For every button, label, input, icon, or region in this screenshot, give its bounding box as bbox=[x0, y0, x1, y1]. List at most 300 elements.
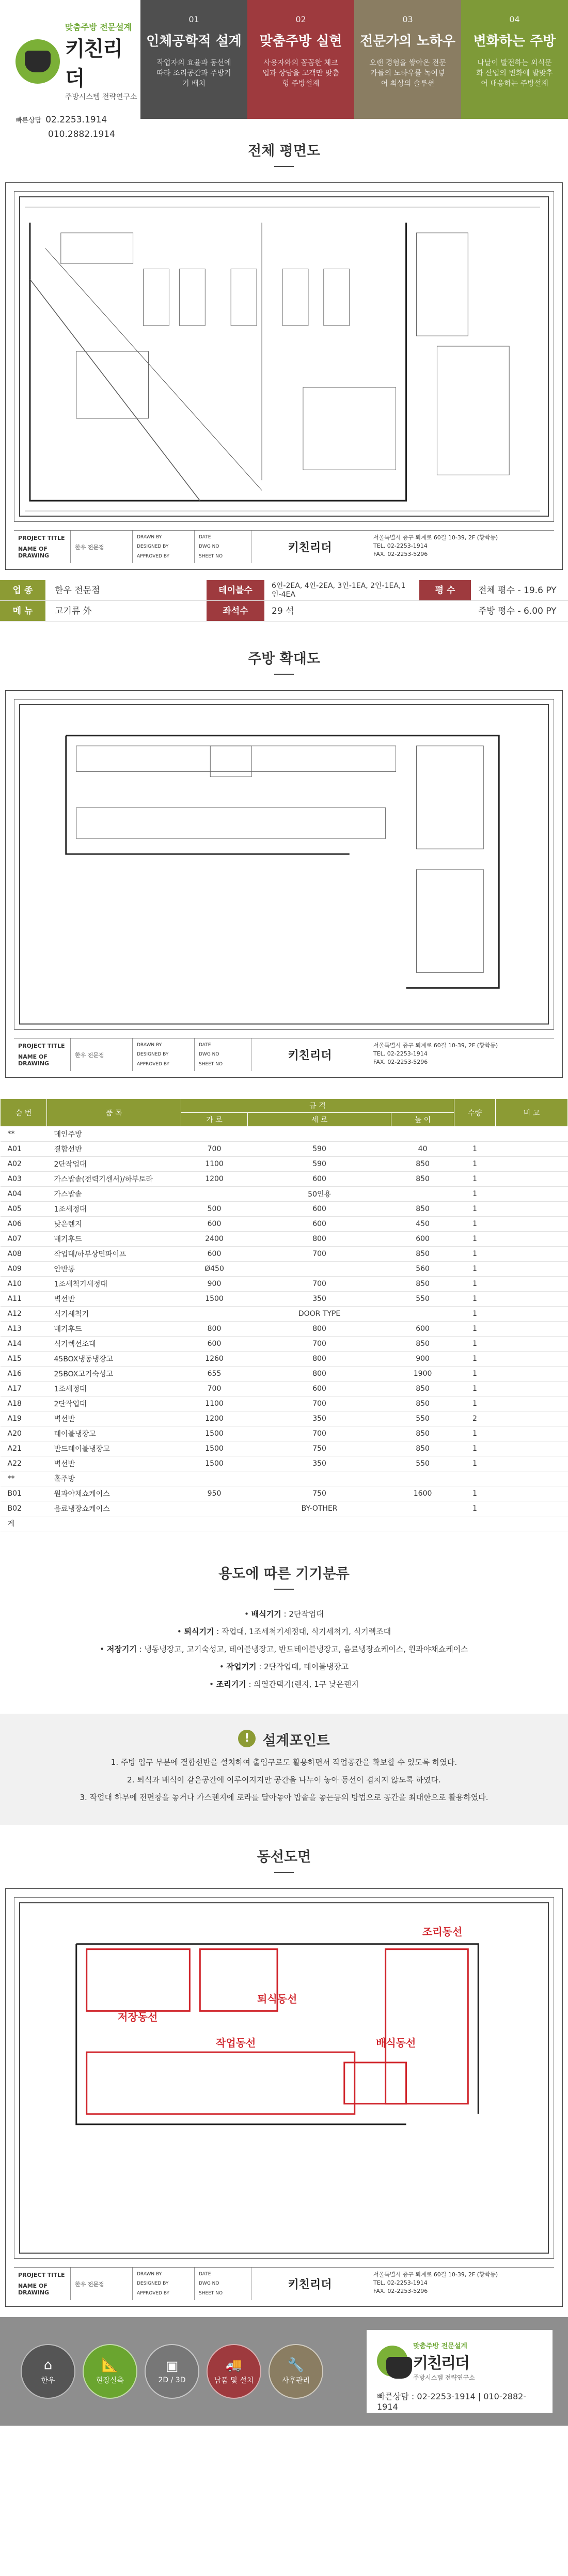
flow-label-storage: 저장동선 bbox=[118, 2011, 158, 2023]
table-cell: 550 bbox=[391, 1411, 454, 1426]
table-cell: 1 bbox=[454, 1187, 496, 1202]
table-cell: 850 bbox=[391, 1247, 454, 1262]
table-cell: 음료냉장쇼케이스 bbox=[47, 1501, 181, 1516]
table-row bbox=[1, 1426, 568, 1441]
table-cell: 1 bbox=[454, 1486, 496, 1501]
info-label-menu: 메 뉴 bbox=[0, 601, 45, 621]
step-4 bbox=[461, 0, 568, 119]
table-cell bbox=[391, 1501, 454, 1516]
table-cell: 700 bbox=[248, 1277, 391, 1292]
table-cell: A11 bbox=[1, 1292, 47, 1307]
table-cell: 1500 bbox=[181, 1292, 248, 1307]
table-row bbox=[1, 1157, 568, 1172]
tb-address bbox=[368, 1038, 554, 1071]
table-cell bbox=[454, 1127, 496, 1142]
table-cell: 600 bbox=[181, 1247, 248, 1262]
store-info bbox=[0, 580, 568, 622]
footer-button-label: 현장실측 bbox=[96, 2377, 124, 2385]
step-number: 02 bbox=[295, 14, 306, 24]
flow-label-retreat: 퇴식동선 bbox=[257, 1993, 297, 2005]
classification-item: • 저장기기 : 냉동냉장고, 고기숙성고, 테이블냉장고, 반드테이블냉장고, 음료냉장쇼케이스, 원과야채쇼케이스 bbox=[100, 1644, 468, 1654]
tb-sheet-no: SHEET NO bbox=[199, 2290, 223, 2296]
section-title-classification: 용도에 따른 기기분류 bbox=[0, 1531, 568, 1590]
logo[interactable] bbox=[15, 21, 140, 102]
table-cell bbox=[496, 1202, 568, 1217]
flow-label-work: 작업동선 bbox=[216, 2037, 256, 2049]
table-row bbox=[1, 1501, 568, 1516]
logo-sub: 주방시스템 전략연구소 bbox=[413, 2374, 475, 2381]
classification-label: 저장기기 bbox=[106, 1644, 137, 1654]
table-cell: 1 bbox=[454, 1277, 496, 1292]
step-title: 인체공학적 설계 bbox=[146, 34, 242, 49]
table-cell: 850 bbox=[391, 1202, 454, 1217]
section-title-kitchen: 주방 확대도 bbox=[0, 622, 568, 675]
tb-drawing-label: NAME OF DRAWING bbox=[18, 1053, 50, 1067]
tb-designed-by: DESIGNED BY bbox=[137, 1052, 169, 1058]
info-value-tables: 6인-2EA, 4인-2EA, 3인-1EA, 2인-1EA,1인-4EA bbox=[272, 582, 406, 599]
tb-addr: 서울특별시 중구 퇴계로 60길 10-39, 2F (황학동) bbox=[373, 534, 498, 541]
classification-item: • 조리기기 : 의열간택기(렌지, 1구 낮은렌지 bbox=[209, 1680, 359, 1689]
table-cell: 700 bbox=[248, 1426, 391, 1441]
table-row bbox=[1, 1471, 568, 1486]
flow-drawing bbox=[5, 1888, 563, 2307]
table-cell: 1100 bbox=[181, 1396, 248, 1411]
step-text: 오랜 경험을 쌓아온 전문가들의 노하우를 녹여넣어 최상의 솔루션 bbox=[369, 59, 446, 88]
table-cell: 600 bbox=[181, 1217, 248, 1232]
table-cell: 700 bbox=[181, 1382, 248, 1396]
table-row bbox=[1, 1441, 568, 1456]
table-cell: 1 bbox=[454, 1172, 496, 1187]
th-note: 비 고 bbox=[496, 1099, 568, 1127]
table-row bbox=[1, 1187, 568, 1202]
table-cell bbox=[496, 1277, 568, 1292]
table-cell: 1500 bbox=[181, 1441, 248, 1456]
th-height: 높 이 bbox=[391, 1113, 454, 1127]
table-cell bbox=[391, 1516, 454, 1531]
table-cell: 1 bbox=[454, 1157, 496, 1172]
footer-logo[interactable] bbox=[377, 2340, 542, 2382]
table-cell: 1500 bbox=[181, 1426, 248, 1441]
table-cell: 낮은렌지 bbox=[47, 1217, 181, 1232]
table-cell bbox=[496, 1396, 568, 1411]
table-cell: 2400 bbox=[181, 1232, 248, 1247]
table-cell: 1 bbox=[454, 1142, 496, 1157]
table-cell bbox=[496, 1516, 568, 1531]
tb-tel: TEL. 02-2253-1914 bbox=[373, 2279, 428, 2286]
design-point-3: 3. 작업대 하부에 전면창을 놓거나 가스렌지에 로라를 달아놓아 밥솥을 놓는등의 방법으로 공간을 최대한으로 활용하였다. bbox=[80, 1793, 488, 1802]
table-cell: 1 bbox=[454, 1247, 496, 1262]
brand bbox=[0, 0, 140, 139]
table-row bbox=[1, 1322, 568, 1337]
table-cell: A06 bbox=[1, 1217, 47, 1232]
table-cell bbox=[181, 1516, 248, 1531]
design-point-2: 2. 퇴식과 배식이 같은공간에 이루어지지만 공간을 나누어 놓아 동선이 겹치지 않도록 하였다. bbox=[127, 1775, 441, 1784]
floor-plan bbox=[14, 191, 554, 522]
table-cell bbox=[391, 1187, 454, 1202]
table-cell: A09 bbox=[1, 1262, 47, 1277]
logo-slogan: 맞춤주방 전문설계 bbox=[413, 2342, 467, 2350]
tb-address bbox=[368, 531, 554, 563]
table-cell: 1900 bbox=[391, 1367, 454, 1382]
title-block-kitchen bbox=[14, 1038, 554, 1071]
table-cell bbox=[454, 1516, 496, 1531]
table-cell bbox=[496, 1411, 568, 1426]
table-cell: 결합선반 bbox=[47, 1142, 181, 1157]
table-cell: 50인용 bbox=[248, 1187, 391, 1202]
table-cell: 1조세척기세정대 bbox=[47, 1277, 181, 1292]
th-width: 가 로 bbox=[181, 1113, 248, 1127]
table-cell: A18 bbox=[1, 1396, 47, 1411]
info-label-seats: 좌석수 bbox=[207, 601, 264, 621]
table-cell bbox=[496, 1232, 568, 1247]
table-cell: 850 bbox=[391, 1382, 454, 1396]
table-cell: 350 bbox=[248, 1456, 391, 1471]
table-cell: 800 bbox=[248, 1352, 391, 1367]
table-cell: 590 bbox=[248, 1157, 391, 1172]
classification-item: • 퇴식기기 : 작업대, 1조세척기세정대, 식기세척기, 식기렉조대 bbox=[177, 1627, 391, 1636]
table-cell: 600 bbox=[248, 1202, 391, 1217]
table-cell: 벽선반 bbox=[47, 1411, 181, 1426]
table-cell: 350 bbox=[248, 1411, 391, 1426]
home-icon: ⌂ bbox=[43, 2357, 53, 2373]
table-cell bbox=[496, 1352, 568, 1367]
section-title-design: 설계포인트 bbox=[262, 1733, 330, 1749]
table-cell: 600 bbox=[391, 1232, 454, 1247]
header bbox=[0, 0, 568, 139]
table-cell bbox=[391, 1307, 454, 1322]
classification-label: 배식기기 bbox=[251, 1609, 281, 1619]
table-cell: 작업대/하부상면파이프 bbox=[47, 1247, 181, 1262]
table-cell: 590 bbox=[248, 1142, 391, 1157]
table-row bbox=[1, 1352, 568, 1367]
table-cell: 850 bbox=[391, 1277, 454, 1292]
tb-logo: 키친리더 bbox=[288, 541, 332, 554]
logo-icon bbox=[377, 2346, 408, 2377]
tb-designed-by: DESIGNED BY bbox=[137, 2281, 169, 2287]
info-value-menu: 고기류 外 bbox=[55, 606, 92, 616]
table-cell: 2단작업대 bbox=[47, 1157, 181, 1172]
table-cell: 25BOX고기숙성고 bbox=[47, 1367, 181, 1382]
table-cell: 850 bbox=[391, 1396, 454, 1411]
table-row bbox=[1, 1516, 568, 1531]
table-cell: 테이블냉장고 bbox=[47, 1426, 181, 1441]
table-row bbox=[1, 1307, 568, 1322]
step-number: 01 bbox=[188, 14, 199, 24]
table-cell: 배기후드 bbox=[47, 1232, 181, 1247]
table-cell bbox=[391, 1471, 454, 1486]
table-cell: 600 bbox=[248, 1217, 391, 1232]
table-cell: ** bbox=[1, 1471, 47, 1486]
table-cell: 벽선반 bbox=[47, 1292, 181, 1307]
table-cell bbox=[181, 1127, 248, 1142]
table-cell bbox=[496, 1307, 568, 1322]
table-cell: 1 bbox=[454, 1337, 496, 1352]
table-cell: 1200 bbox=[181, 1411, 248, 1426]
table-cell: 600 bbox=[391, 1322, 454, 1337]
classification-value: 2단작업대, 테이블냉장고 bbox=[264, 1662, 349, 1671]
table-cell: 1 bbox=[454, 1292, 496, 1307]
table-row bbox=[1, 1262, 568, 1277]
table-cell bbox=[248, 1127, 391, 1142]
logo-name: 키친리더 bbox=[413, 2354, 469, 2372]
tb-approved-by: APPROVED BY bbox=[137, 553, 170, 559]
table-row bbox=[1, 1411, 568, 1426]
table-cell: 가스밥솥(전력기센서)/하부토라 bbox=[47, 1172, 181, 1187]
table-cell: 1 bbox=[454, 1232, 496, 1247]
step-title: 전문가의 노하우 bbox=[360, 34, 455, 49]
info-row-2 bbox=[0, 601, 568, 622]
phone-1[interactable]: 02.2253.1914 bbox=[45, 115, 107, 125]
table-cell: 850 bbox=[391, 1157, 454, 1172]
tb-drawing-label: NAME OF DRAWING bbox=[18, 2283, 50, 2296]
table-cell bbox=[181, 1307, 248, 1322]
table-cell: 1 bbox=[454, 1396, 496, 1411]
phone-2[interactable]: 010.2882.1914 bbox=[48, 129, 115, 139]
tb-drawn-by: DRAWN BY bbox=[137, 1043, 162, 1048]
logo-slogan: 맞춤주방 전문설계 bbox=[65, 22, 132, 32]
th-item: 품 목 bbox=[47, 1099, 181, 1127]
kitchen-plan-svg bbox=[14, 700, 554, 1029]
step-1 bbox=[140, 0, 247, 119]
tb-fax: FAX. 02-2253-5296 bbox=[373, 2288, 428, 2294]
step-title: 맞춤주방 실현 bbox=[259, 34, 342, 49]
table-row bbox=[1, 1202, 568, 1217]
footer-button-label: 2D / 3D bbox=[158, 2376, 186, 2384]
wrench-icon: 🔧 bbox=[287, 2357, 305, 2373]
tb-sheet-no: SHEET NO bbox=[199, 553, 223, 559]
footer-button-install[interactable] bbox=[207, 2344, 261, 2399]
table-cell: 배기후드 bbox=[47, 1322, 181, 1337]
tb-drawn-by: DRAWN BY bbox=[137, 535, 162, 540]
table-cell bbox=[496, 1187, 568, 1202]
table-cell bbox=[496, 1127, 568, 1142]
tb-project-value: 한우 전문점 bbox=[75, 1051, 104, 1059]
table-cell: 1260 bbox=[181, 1352, 248, 1367]
table-cell bbox=[496, 1382, 568, 1396]
floor-plan-svg bbox=[14, 192, 554, 521]
table-cell: 1500 bbox=[181, 1456, 248, 1471]
classification-item: • 배식기기 : 2단작업대 bbox=[244, 1609, 324, 1619]
table-cell bbox=[496, 1142, 568, 1157]
table-row bbox=[1, 1396, 568, 1411]
classification-value: 2단작업대 bbox=[289, 1609, 324, 1619]
table-cell: 655 bbox=[181, 1367, 248, 1382]
table-cell: 800 bbox=[248, 1322, 391, 1337]
title-block-flow bbox=[14, 2267, 554, 2300]
table-row bbox=[1, 1232, 568, 1247]
table-cell: 1 bbox=[454, 1202, 496, 1217]
step-title: 변화하는 주방 bbox=[473, 34, 556, 49]
table-cell bbox=[248, 1471, 391, 1486]
table-cell: 850 bbox=[391, 1441, 454, 1456]
table-cell: A22 bbox=[1, 1456, 47, 1471]
table-cell bbox=[181, 1187, 248, 1202]
table-cell: 850 bbox=[391, 1337, 454, 1352]
table-cell: A08 bbox=[1, 1247, 47, 1262]
tb-drawing-label: NAME OF DRAWING bbox=[18, 546, 50, 559]
table-cell: ** bbox=[1, 1127, 47, 1142]
table-cell: 2 bbox=[454, 1411, 496, 1426]
table-cell: 560 bbox=[391, 1262, 454, 1277]
table-cell: 1 bbox=[454, 1217, 496, 1232]
table-cell bbox=[496, 1367, 568, 1382]
footer-button-2d3d[interactable] bbox=[145, 2344, 199, 2399]
table-cell: Ø450 bbox=[181, 1262, 248, 1277]
table-cell: 750 bbox=[248, 1486, 391, 1501]
table-row bbox=[1, 1277, 568, 1292]
title-block bbox=[14, 530, 554, 563]
table-cell: A01 bbox=[1, 1142, 47, 1157]
table-cell: 1조세정대 bbox=[47, 1382, 181, 1396]
table-cell: 500 bbox=[181, 1202, 248, 1217]
footer-button-label: 한우 bbox=[41, 2377, 55, 2385]
table-cell bbox=[496, 1292, 568, 1307]
step-number: 03 bbox=[402, 14, 413, 24]
table-cell: 800 bbox=[248, 1232, 391, 1247]
table-cell: 600 bbox=[248, 1382, 391, 1396]
table-cell: 1조세정대 bbox=[47, 1202, 181, 1217]
classification-value: 냉동냉장고, 고기숙성고, 테이블냉장고, 반드테이블냉장고, 음료냉장쇼케이스, 원과야채쇼케이스 bbox=[144, 1644, 468, 1654]
design-points bbox=[0, 1714, 568, 1825]
contact-phones bbox=[15, 113, 140, 141]
classification-value: 작업대, 1조세척기세정대, 식기세척기, 식기렉조대 bbox=[222, 1627, 391, 1636]
footer-button-aftercare[interactable] bbox=[269, 2344, 323, 2399]
cube-icon: ▣ bbox=[165, 2358, 179, 2374]
table-row bbox=[1, 1217, 568, 1232]
phone-label: 빠른상담 bbox=[15, 117, 42, 125]
table-cell: 900 bbox=[391, 1352, 454, 1367]
info-label-type: 업 종 bbox=[0, 580, 45, 600]
step-number: 04 bbox=[509, 14, 520, 24]
table-row bbox=[1, 1292, 568, 1307]
table-cell bbox=[496, 1471, 568, 1486]
table-cell: 2단작업대 bbox=[47, 1396, 181, 1411]
table-cell: A10 bbox=[1, 1277, 47, 1292]
table-cell: A21 bbox=[1, 1441, 47, 1456]
table-cell bbox=[496, 1501, 568, 1516]
table-cell: DOOR TYPE bbox=[248, 1307, 391, 1322]
tb-dwg-no: DWG NO bbox=[199, 544, 219, 550]
classification-item: • 작업기기 : 2단작업대, 테이블냉장고 bbox=[219, 1662, 349, 1671]
table-cell: 900 bbox=[181, 1277, 248, 1292]
step-text: 작업자의 효율과 동선에 따라 조리공간과 주방기기 배치 bbox=[156, 59, 231, 88]
tb-fax: FAX. 02-2253-5296 bbox=[373, 1059, 428, 1065]
classification-label: 조리기기 bbox=[216, 1680, 246, 1689]
tb-addr: 서울특별시 중구 퇴계로 60길 10-39, 2F (황학동) bbox=[373, 2271, 498, 2278]
table-cell: 1 bbox=[454, 1322, 496, 1337]
table-cell: 메인주방 bbox=[47, 1127, 181, 1142]
step-3 bbox=[354, 0, 461, 119]
flow-label-serve: 배식동선 bbox=[376, 2037, 416, 2049]
footer bbox=[0, 2317, 568, 2426]
table-cell: 가스밥솥 bbox=[47, 1187, 181, 1202]
table-cell: 1600 bbox=[391, 1486, 454, 1501]
section-title-flow: 동선도면 bbox=[0, 1825, 568, 1873]
tb-project-label: PROJECT TITLE bbox=[18, 2272, 65, 2278]
table-cell: 1200 bbox=[181, 1172, 248, 1187]
table-cell: 700 bbox=[248, 1396, 391, 1411]
table-cell: 벽선반 bbox=[47, 1456, 181, 1471]
logo-sub: 주방시스템 전략연구소 bbox=[65, 93, 137, 101]
step-text: 나날이 발전하는 외식문화 산업의 변화에 발맞추어 대응하는 주방설계 bbox=[476, 59, 553, 88]
tb-dwg-no: DWG NO bbox=[199, 1052, 219, 1058]
table-cell bbox=[454, 1471, 496, 1486]
kitchen-plan bbox=[14, 699, 554, 1030]
table-cell: 350 bbox=[248, 1292, 391, 1307]
tb-project-label: PROJECT TITLE bbox=[18, 535, 65, 541]
table-cell: 700 bbox=[248, 1337, 391, 1352]
equipment-table bbox=[0, 1098, 568, 1531]
table-cell bbox=[47, 1516, 181, 1531]
logo-icon bbox=[15, 39, 60, 84]
table-cell: A13 bbox=[1, 1322, 47, 1337]
classification-value: 의열간택기(렌지, 1구 낮은렌지 bbox=[254, 1680, 359, 1689]
table-cell: 반드테이블냉장고 bbox=[47, 1441, 181, 1456]
table-row bbox=[1, 1127, 568, 1142]
step-2 bbox=[247, 0, 354, 119]
table-cell: 700 bbox=[181, 1142, 248, 1157]
table-row bbox=[1, 1382, 568, 1396]
table-cell bbox=[496, 1426, 568, 1441]
tb-date: DATE bbox=[199, 1043, 211, 1048]
classification-label: 퇴식기기 bbox=[184, 1627, 214, 1636]
table-cell: 1 bbox=[454, 1501, 496, 1516]
table-cell: 40 bbox=[391, 1142, 454, 1157]
th-depth: 세 로 bbox=[248, 1113, 391, 1127]
footer-phone-label: 빠른상담 bbox=[377, 2392, 409, 2401]
tb-designed-by: DESIGNED BY bbox=[137, 544, 169, 550]
floor-plan-drawing bbox=[5, 182, 563, 570]
table-cell: 1 bbox=[454, 1426, 496, 1441]
flow-plan-svg bbox=[14, 1898, 554, 2258]
table-cell: 800 bbox=[248, 1367, 391, 1382]
footer-button-hanwoo[interactable] bbox=[21, 2344, 75, 2399]
info-value-type: 한우 전문점 bbox=[55, 585, 100, 596]
table-cell: 1 bbox=[454, 1367, 496, 1382]
table-row bbox=[1, 1486, 568, 1501]
table-cell: 원과야채쇼케이스 bbox=[47, 1486, 181, 1501]
table-cell: 1 bbox=[454, 1382, 496, 1396]
table-cell: 계 bbox=[1, 1516, 47, 1531]
table-cell: 550 bbox=[391, 1292, 454, 1307]
table-cell bbox=[181, 1501, 248, 1516]
table-cell: A17 bbox=[1, 1382, 47, 1396]
table-cell: BY-OTHER bbox=[248, 1501, 391, 1516]
table-cell: 1100 bbox=[181, 1157, 248, 1172]
table-cell: 700 bbox=[248, 1247, 391, 1262]
classification-label: 작업기기 bbox=[226, 1662, 257, 1671]
table-cell: 홀주방 bbox=[47, 1471, 181, 1486]
table-cell: 600 bbox=[248, 1172, 391, 1187]
table-cell: A20 bbox=[1, 1426, 47, 1441]
tb-tel: TEL. 02-2253-1914 bbox=[373, 1050, 428, 1057]
footer-button-survey[interactable] bbox=[83, 2344, 137, 2399]
tb-drawn-by: DRAWN BY bbox=[137, 2272, 162, 2277]
equipment-rows bbox=[1, 1127, 568, 1531]
footer-phone-number[interactable]: 02-2253-1914 | 010-2882-1914 bbox=[377, 2392, 527, 2412]
info-value-area: 전체 평수 - 19.6 PY bbox=[478, 585, 557, 596]
table-row bbox=[1, 1456, 568, 1471]
table-cell: 600 bbox=[181, 1337, 248, 1352]
footer-phone: 빠른상담 : 02-2253-1914 | 010-2882-1914 bbox=[377, 2392, 527, 2412]
table-cell bbox=[496, 1486, 568, 1501]
table-cell: 800 bbox=[181, 1322, 248, 1337]
table-row bbox=[1, 1247, 568, 1262]
tb-project-value: 한우 전문점 bbox=[75, 544, 104, 551]
tb-approved-by: APPROVED BY bbox=[137, 2290, 170, 2296]
tb-fax: FAX. 02-2253-5296 bbox=[373, 551, 428, 557]
table-cell: 750 bbox=[248, 1441, 391, 1456]
